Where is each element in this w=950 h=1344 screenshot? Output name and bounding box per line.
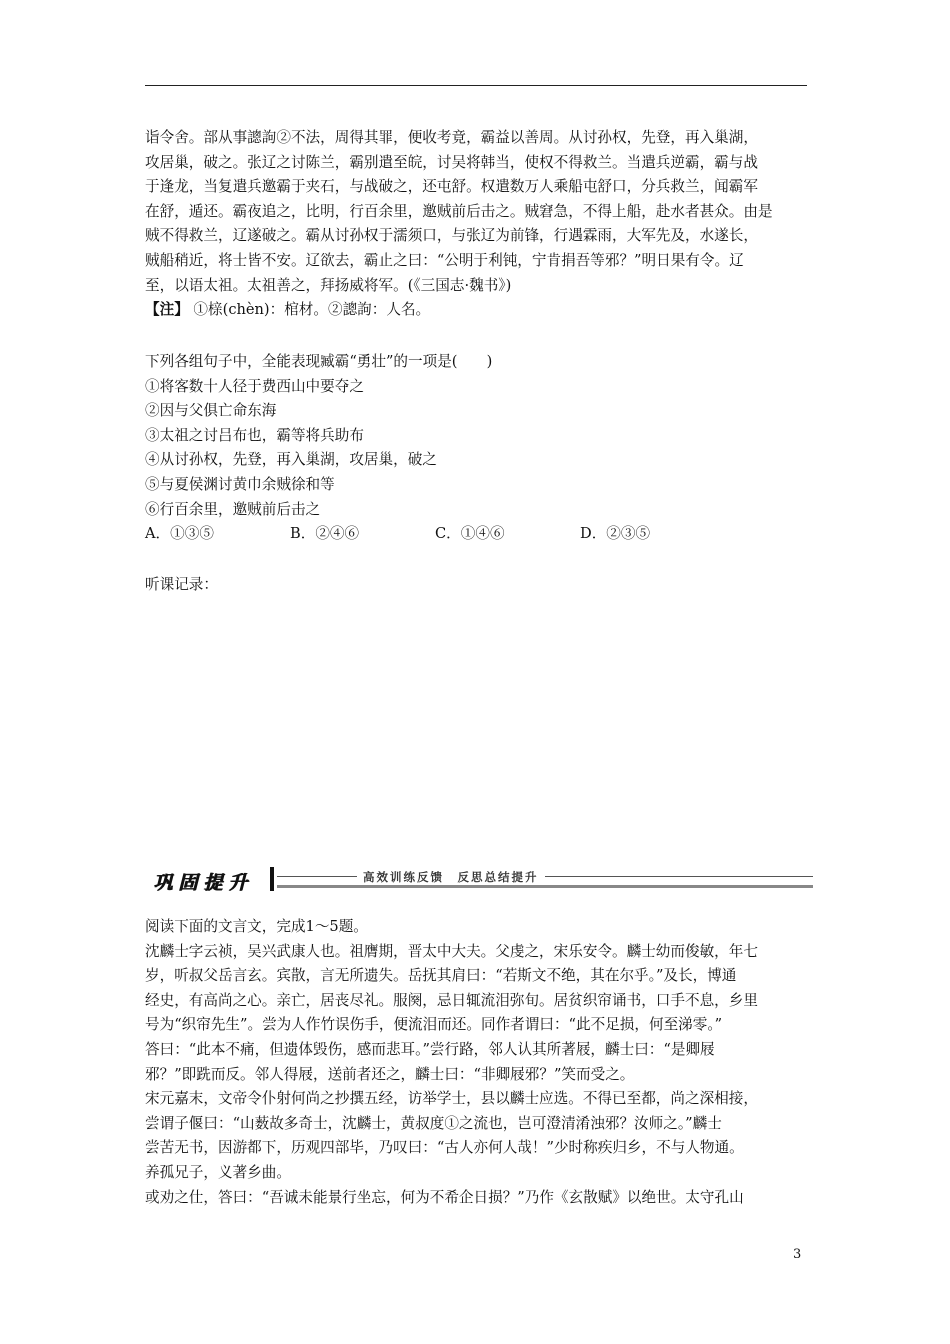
choice-d[interactable]: D．②③⑤ bbox=[580, 525, 651, 542]
passage-bottom bbox=[145, 915, 810, 1210]
passage-line: 于逢龙，当复遣兵邀霸于夹石，与战破之，还屯舒。权遣数万人乘船屯舒口，分兵救兰，闻霸军 bbox=[145, 178, 758, 196]
passage-line: 养孤兄子，义著乡曲。 bbox=[145, 1163, 291, 1181]
passage-line: 宋元嘉末，文帝令仆射何尚之抄撰五经，访举学士，县以麟士应选。不得已至都，尚之深相接， bbox=[145, 1090, 758, 1108]
passage-line: 阅读下面的文言文，完成1～5题。 bbox=[145, 918, 368, 935]
passage-line: 至，以语太祖。太祖善之，拜扬威将军。(《三国志·魏书》) bbox=[145, 276, 512, 294]
banner-rule bbox=[277, 885, 813, 888]
passage-line: 尝苦无书，因游都下，历观四部毕，乃叹曰：“古人亦何人哉！”少时称疾归乡，不与人物通。 bbox=[145, 1139, 744, 1157]
banner-title: 巩固提升 bbox=[153, 872, 254, 894]
question-item: ⑥行百余里，邀贼前后击之 bbox=[145, 500, 321, 518]
question-item: ②因与父俱亡命东海 bbox=[145, 402, 277, 420]
question-item: ①将客数十人径于费西山中要夺之 bbox=[145, 377, 364, 395]
footnote-label: 【注】 bbox=[145, 301, 189, 319]
notes-section bbox=[145, 573, 810, 598]
banner-divider bbox=[270, 867, 274, 891]
question-item: ⑤与夏侯渊讨黄巾余贼徐和等 bbox=[145, 475, 335, 493]
passage-line: 号为“织帘先生”。尝为人作竹误伤手，便流泪而还。同作者谓曰：“此不足损，何至涕零。” bbox=[145, 1016, 723, 1034]
header-rule bbox=[145, 85, 807, 86]
question-item: ③太祖之讨吕布也，霸等将兵助布 bbox=[145, 426, 364, 444]
passage-line: 贼船稍近，将士皆不安。辽欲去，霸止之曰：“公明于利钝，宁肯捐吾等邪？”明日果有令。辽 bbox=[145, 251, 744, 269]
passage-line: 攻居巢，破之。张辽之讨陈兰，霸别遣至皖，讨吴将韩当，使权不得救兰。当遣兵逆霸，霸与战 bbox=[145, 153, 758, 171]
question-stem: 下列各组句子中，全能表现臧霸“勇壮”的一项是( ) bbox=[145, 353, 493, 370]
passage-line: 沈麟士字云祯，吴兴武康人也。祖膺期，晋太中大夫。父虔之，宋乐安令。麟士幼而俊敏，年七 bbox=[145, 942, 758, 960]
page-number: 3 bbox=[793, 1247, 802, 1262]
passage-line: 尝谓子偃曰：“山薮故多奇士，沈麟士，黄叔度①之流也，岂可澄清淆浊邪？汝师之。”麟士 bbox=[145, 1114, 722, 1132]
passage-top bbox=[145, 126, 810, 323]
passage-line: 或劝之仕，答曰：“吾诚未能景行坐忘，何为不希企日损？”乃作《玄散赋》以绝世。太守孔山 bbox=[145, 1188, 744, 1206]
passage-line: 经史，有高尚之心。亲亡，居丧尽礼。服阕，忌日辄流泪弥旬。居贫织帘诵书，口手不息，乡里 bbox=[145, 991, 758, 1009]
footnote-text: ①榇(chèn)：棺材。②謥訽：人名。 bbox=[188, 301, 431, 319]
choice-a[interactable]: A．①③⑤ bbox=[145, 525, 214, 542]
footnote bbox=[145, 298, 810, 323]
banner-subtitle: 高效训练反馈 反思总结提升 bbox=[357, 869, 545, 885]
banner-title-block bbox=[145, 866, 273, 892]
choice-b[interactable]: B．②④⑥ bbox=[290, 525, 360, 542]
question-block bbox=[145, 350, 810, 522]
notes-label: 听课记录： bbox=[145, 576, 218, 593]
question-item: ④从讨孙权，先登，再入巢湖，攻居巢，破之 bbox=[145, 451, 437, 469]
passage-line: 在舒，遁还。霸夜追之，比明，行百余里，邀贼前后击之。贼窘急，不得上船，赴水者甚众。由是 bbox=[145, 202, 773, 220]
passage-line: 邪？”即跣而反。邻人得屐，送前者还之，麟士曰：“非卿屐邪？”笑而受之。 bbox=[145, 1065, 635, 1083]
passage-line: 诣令舍。部从事謥訽②不法，周得其罪，便收考竟，霸益以善周。从讨孙权，先登，再入巢湖， bbox=[145, 129, 758, 146]
section-banner bbox=[145, 866, 813, 892]
passage-line: 贼不得救兰，辽遂破之。霸从讨孙权于濡须口，与张辽为前锋，行遇霖雨，大军先及，水遂长， bbox=[145, 227, 758, 245]
choice-c[interactable]: C．①④⑥ bbox=[435, 525, 505, 542]
passage-line: 岁，听叔父岳言玄。宾散，言无所遗失。岳抚其肩曰：“若斯文不绝，其在尔乎。”及长，博通 bbox=[145, 967, 737, 985]
passage-line: 答曰：“此本不痛，但遗体毁伤，感而悲耳。”尝行路，邻人认其所著屐，麟士曰：“是卿屐 bbox=[145, 1040, 715, 1058]
